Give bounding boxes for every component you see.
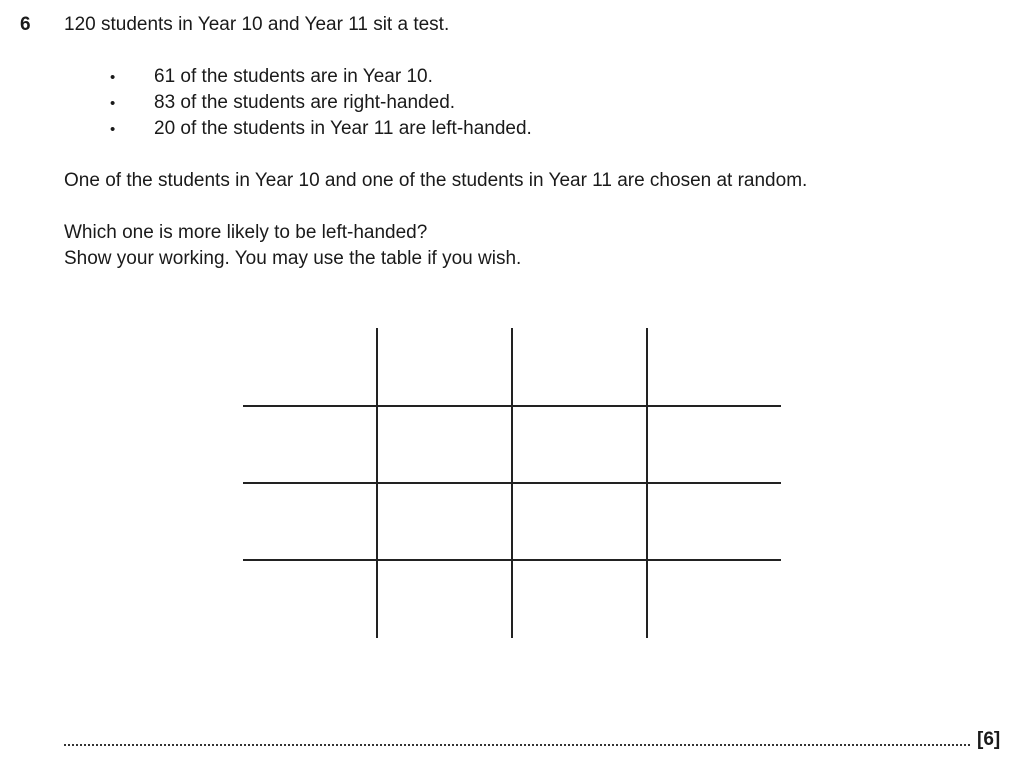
bullet-text: 83 of the students are right-handed. (154, 92, 456, 113)
question-intro: 120 students in Year 10 and Year 11 sit a test. (64, 14, 450, 35)
prompt-line-2: Show your working. You may use the table if you wish. (64, 248, 522, 269)
bullet-text: 20 of the students in Year 11 are left-handed. (154, 118, 532, 139)
bullet-text: 61 of the students are in Year 10. (154, 66, 433, 87)
bullet-icon: • (110, 95, 116, 112)
prompt-line-1: Which one is more likely to be left-handed? (64, 222, 428, 243)
bullet-icon: • (110, 69, 116, 86)
marks-label: [6] (977, 729, 1001, 750)
bullet-icon: • (110, 121, 116, 138)
answer-line[interactable] (64, 744, 970, 746)
question-number: 6 (20, 14, 31, 35)
scenario-text: One of the students in Year 10 and one of the students in Year 11 are chosen at random. (64, 170, 808, 191)
